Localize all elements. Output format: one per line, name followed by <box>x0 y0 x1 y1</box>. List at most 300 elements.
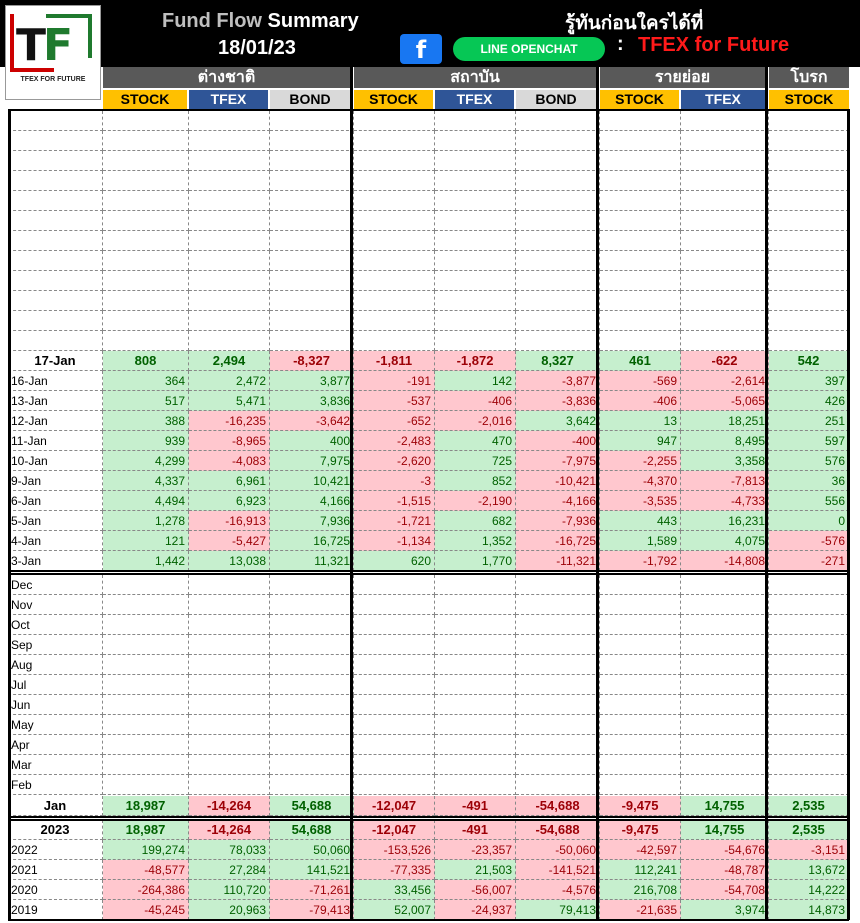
value-cell <box>435 271 516 291</box>
value-cell <box>600 231 681 251</box>
daily-row <box>8 551 848 571</box>
value-cell <box>600 755 681 775</box>
value-cell: -4,370 <box>600 471 681 491</box>
row-label: Mar <box>8 755 103 775</box>
value-cell: -264,386 <box>103 880 189 900</box>
row-label: 17-Jan <box>8 351 103 371</box>
value-cell: 16,231 <box>681 511 769 531</box>
value-cell: 8,327 <box>516 351 600 371</box>
value-cell <box>681 311 769 331</box>
month-row <box>8 675 848 695</box>
column-divider <box>350 67 353 920</box>
value-cell: 426 <box>769 391 849 411</box>
empty-row <box>8 271 848 291</box>
value-cell: 2,494 <box>189 351 270 371</box>
value-cell <box>189 775 270 795</box>
value-cell: -14,264 <box>189 796 270 816</box>
value-cell: 112,241 <box>600 860 681 880</box>
value-cell: -5,065 <box>681 391 769 411</box>
value-cell <box>103 131 189 151</box>
value-cell: -10,421 <box>516 471 600 491</box>
value-cell: 121 <box>103 531 189 551</box>
subheader-retail-stock: STOCK <box>600 90 679 109</box>
value-cell <box>769 675 849 695</box>
value-cell: 27,284 <box>189 860 270 880</box>
value-cell: 682 <box>435 511 516 531</box>
value-cell <box>435 755 516 775</box>
value-cell: 4,494 <box>103 491 189 511</box>
value-cell <box>354 291 435 311</box>
row-label <box>8 151 103 171</box>
value-cell <box>354 595 435 615</box>
value-cell <box>516 291 600 311</box>
value-cell <box>189 191 270 211</box>
value-cell: 3,974 <box>681 900 769 920</box>
value-cell: -54,676 <box>681 840 769 860</box>
empty-row <box>8 311 848 331</box>
value-cell <box>189 735 270 755</box>
value-cell <box>270 655 354 675</box>
value-cell <box>435 171 516 191</box>
daily-row <box>8 431 848 451</box>
value-cell <box>435 655 516 675</box>
subheader-broker-stock: STOCK <box>769 90 849 109</box>
value-cell: 5,471 <box>189 391 270 411</box>
value-cell: -2,016 <box>435 411 516 431</box>
row-label: May <box>8 715 103 735</box>
value-cell <box>103 171 189 191</box>
value-cell: -1,792 <box>600 551 681 571</box>
value-cell <box>270 735 354 755</box>
row-label: Nov <box>8 595 103 615</box>
value-cell <box>516 251 600 271</box>
month-row <box>8 735 848 755</box>
value-cell: -5,427 <box>189 531 270 551</box>
value-cell <box>435 231 516 251</box>
value-cell <box>189 311 270 331</box>
value-cell <box>270 231 354 251</box>
month-row <box>8 755 848 775</box>
value-cell: 18,251 <box>681 411 769 431</box>
month-row <box>8 635 848 655</box>
value-cell <box>516 595 600 615</box>
value-cell <box>103 595 189 615</box>
row-label: Jul <box>8 675 103 695</box>
value-cell: 443 <box>600 511 681 531</box>
subheader-inst-tfex: TFEX <box>435 90 514 109</box>
value-cell <box>769 311 849 331</box>
value-cell <box>600 291 681 311</box>
value-cell <box>681 635 769 655</box>
value-cell <box>681 271 769 291</box>
empty-row <box>8 171 848 191</box>
value-cell: 0 <box>769 511 849 531</box>
value-cell <box>103 635 189 655</box>
value-cell <box>769 211 849 231</box>
month-row <box>8 715 848 735</box>
value-cell: 13,038 <box>189 551 270 571</box>
value-cell: 79,413 <box>516 900 600 920</box>
section-divider <box>8 570 849 572</box>
value-cell <box>681 291 769 311</box>
value-cell <box>681 131 769 151</box>
value-cell: -491 <box>435 796 516 816</box>
value-cell <box>354 775 435 795</box>
value-cell <box>769 291 849 311</box>
column-divider <box>847 109 850 920</box>
value-cell: 14,873 <box>769 900 849 920</box>
value-cell <box>516 151 600 171</box>
daily-row <box>8 511 848 531</box>
value-cell: -652 <box>354 411 435 431</box>
value-cell: -4,733 <box>681 491 769 511</box>
value-cell: -48,577 <box>103 860 189 880</box>
value-cell: 597 <box>769 431 849 451</box>
row-label <box>8 211 103 231</box>
value-cell: -2,614 <box>681 371 769 391</box>
value-cell <box>769 231 849 251</box>
month-row <box>8 655 848 675</box>
value-cell: -1,872 <box>435 351 516 371</box>
tagline: รู้ทันก่อนใครได้ที่ <box>565 13 704 34</box>
month-row <box>8 775 848 795</box>
value-cell: 939 <box>103 431 189 451</box>
value-cell: 947 <box>600 431 681 451</box>
value-cell <box>435 191 516 211</box>
value-cell: -11,321 <box>516 551 600 571</box>
value-cell: -191 <box>354 371 435 391</box>
row-label: 9-Jan <box>8 471 103 491</box>
value-cell <box>189 331 270 351</box>
value-cell: 2,535 <box>769 820 849 840</box>
section-divider <box>8 819 849 821</box>
row-label: Oct <box>8 615 103 635</box>
value-cell <box>435 635 516 655</box>
value-cell: -54,688 <box>516 820 600 840</box>
value-cell <box>435 595 516 615</box>
value-cell <box>516 575 600 595</box>
row-label: 11-Jan <box>8 431 103 451</box>
value-cell <box>189 211 270 231</box>
value-cell <box>769 635 849 655</box>
row-label <box>8 311 103 331</box>
value-cell <box>681 575 769 595</box>
subheader-inst-stock: STOCK <box>354 90 433 109</box>
value-cell: -12,047 <box>354 820 435 840</box>
value-cell <box>600 111 681 131</box>
value-cell: -7,975 <box>516 451 600 471</box>
value-cell <box>516 131 600 151</box>
value-cell: -3,642 <box>270 411 354 431</box>
value-cell: -141,521 <box>516 860 600 880</box>
value-cell: 4,166 <box>270 491 354 511</box>
value-cell: 20,963 <box>189 900 270 920</box>
value-cell <box>354 755 435 775</box>
value-cell <box>354 695 435 715</box>
value-cell: 620 <box>354 551 435 571</box>
value-cell <box>435 131 516 151</box>
daily-row <box>8 451 848 471</box>
value-cell: -491 <box>435 820 516 840</box>
value-cell <box>516 755 600 775</box>
value-cell: 6,961 <box>189 471 270 491</box>
value-cell: 2,472 <box>189 371 270 391</box>
value-cell: -14,808 <box>681 551 769 571</box>
column-divider <box>596 67 599 920</box>
value-cell: 13 <box>600 411 681 431</box>
value-cell <box>769 775 849 795</box>
value-cell <box>270 675 354 695</box>
value-cell: 199,274 <box>103 840 189 860</box>
value-cell <box>600 675 681 695</box>
value-cell <box>270 271 354 291</box>
value-cell <box>516 171 600 191</box>
value-cell <box>189 635 270 655</box>
value-cell <box>270 251 354 271</box>
value-cell <box>769 615 849 635</box>
value-cell <box>354 231 435 251</box>
value-cell <box>600 735 681 755</box>
value-cell <box>103 775 189 795</box>
value-cell <box>516 675 600 695</box>
value-cell <box>516 655 600 675</box>
value-cell: 33,456 <box>354 880 435 900</box>
column-divider <box>8 109 11 920</box>
value-cell: 54,688 <box>270 820 354 840</box>
value-cell <box>435 211 516 231</box>
value-cell: -54,708 <box>681 880 769 900</box>
value-cell <box>600 655 681 675</box>
value-cell <box>681 615 769 635</box>
value-cell <box>189 655 270 675</box>
value-cell <box>516 775 600 795</box>
daily-row <box>8 391 848 411</box>
value-cell <box>354 131 435 151</box>
row-label: 4-Jan <box>8 531 103 551</box>
value-cell: 3,358 <box>681 451 769 471</box>
value-cell <box>354 151 435 171</box>
value-cell <box>681 251 769 271</box>
value-cell <box>189 151 270 171</box>
line-openchat-badge[interactable]: LINE OPENCHAT <box>453 37 605 61</box>
value-cell <box>354 311 435 331</box>
value-cell: 852 <box>435 471 516 491</box>
value-cell <box>270 615 354 635</box>
value-cell <box>769 151 849 171</box>
value-cell <box>270 291 354 311</box>
value-cell: 6,923 <box>189 491 270 511</box>
value-cell: -2,255 <box>600 451 681 471</box>
value-cell: -1,811 <box>354 351 435 371</box>
value-cell: 13,672 <box>769 860 849 880</box>
value-cell <box>681 775 769 795</box>
value-cell: 16,725 <box>270 531 354 551</box>
value-cell <box>769 755 849 775</box>
value-cell <box>103 191 189 211</box>
month-row <box>8 575 848 595</box>
value-cell <box>189 291 270 311</box>
value-cell <box>516 735 600 755</box>
value-cell <box>681 595 769 615</box>
value-cell <box>103 151 189 171</box>
year-row <box>8 860 848 880</box>
value-cell <box>189 131 270 151</box>
value-cell <box>600 191 681 211</box>
logo-letters: TF <box>16 20 71 71</box>
value-cell <box>103 251 189 271</box>
value-cell <box>270 775 354 795</box>
value-cell <box>681 191 769 211</box>
value-cell: 808 <box>103 351 189 371</box>
empty-row <box>8 331 848 351</box>
value-cell <box>516 715 600 735</box>
value-cell: -7,813 <box>681 471 769 491</box>
value-cell <box>354 715 435 735</box>
value-cell <box>516 311 600 331</box>
value-cell <box>600 615 681 635</box>
value-cell <box>600 595 681 615</box>
value-cell: 542 <box>769 351 849 371</box>
value-cell: 4,337 <box>103 471 189 491</box>
value-cell <box>354 655 435 675</box>
value-cell: 4,075 <box>681 531 769 551</box>
value-cell: -569 <box>600 371 681 391</box>
value-cell <box>270 151 354 171</box>
subheader-foreign-tfex: TFEX <box>189 90 268 109</box>
value-cell <box>435 615 516 635</box>
value-cell: 388 <box>103 411 189 431</box>
value-cell: 1,278 <box>103 511 189 531</box>
value-cell: -1,515 <box>354 491 435 511</box>
row-label: 3-Jan <box>8 551 103 571</box>
group-retail: รายย่อย <box>600 67 765 88</box>
value-cell: 50,060 <box>270 840 354 860</box>
value-cell <box>600 715 681 735</box>
value-cell: -21,635 <box>600 900 681 920</box>
value-cell: -12,047 <box>354 796 435 816</box>
value-cell: 1,352 <box>435 531 516 551</box>
value-cell: 36 <box>769 471 849 491</box>
value-cell: 11,321 <box>270 551 354 571</box>
value-cell <box>516 191 600 211</box>
daily-total-row <box>8 351 848 371</box>
row-label: Dec <box>8 575 103 595</box>
value-cell: 364 <box>103 371 189 391</box>
value-cell <box>270 715 354 735</box>
value-cell: -8,965 <box>189 431 270 451</box>
value-cell: 251 <box>769 411 849 431</box>
facebook-icon[interactable]: f <box>400 34 442 64</box>
value-cell: 54,688 <box>270 796 354 816</box>
month-total-row <box>8 796 848 816</box>
value-cell <box>103 231 189 251</box>
value-cell <box>681 755 769 775</box>
value-cell: -3,151 <box>769 840 849 860</box>
value-cell: -16,913 <box>189 511 270 531</box>
year-row <box>8 900 848 920</box>
value-cell <box>435 331 516 351</box>
section-divider <box>8 919 849 921</box>
value-cell <box>270 755 354 775</box>
row-label: 2022 <box>8 840 103 860</box>
value-cell: -1,134 <box>354 531 435 551</box>
value-cell <box>769 715 849 735</box>
value-cell <box>354 635 435 655</box>
value-cell: 461 <box>600 351 681 371</box>
value-cell <box>769 171 849 191</box>
value-cell: 576 <box>769 451 849 471</box>
value-cell <box>270 171 354 191</box>
value-cell <box>435 575 516 595</box>
value-cell: -4,166 <box>516 491 600 511</box>
value-cell: 216,708 <box>600 880 681 900</box>
value-cell: 1,442 <box>103 551 189 571</box>
value-cell: -622 <box>681 351 769 371</box>
value-cell <box>189 251 270 271</box>
value-cell <box>600 271 681 291</box>
row-label <box>8 191 103 211</box>
value-cell: 725 <box>435 451 516 471</box>
value-cell <box>189 715 270 735</box>
value-cell: -9,475 <box>600 796 681 816</box>
value-cell <box>103 211 189 231</box>
value-cell <box>103 615 189 635</box>
subheader-foreign-stock: STOCK <box>103 90 187 109</box>
row-label: 2020 <box>8 880 103 900</box>
empty-row <box>8 151 848 171</box>
value-cell: -42,597 <box>600 840 681 860</box>
value-cell: -2,190 <box>435 491 516 511</box>
month-row <box>8 615 848 635</box>
value-cell <box>103 111 189 131</box>
value-cell <box>103 675 189 695</box>
empty-row <box>8 231 848 251</box>
value-cell <box>435 695 516 715</box>
value-cell <box>189 755 270 775</box>
value-cell <box>354 191 435 211</box>
row-label: 10-Jan <box>8 451 103 471</box>
value-cell <box>435 311 516 331</box>
row-label <box>8 111 103 131</box>
value-cell <box>681 231 769 251</box>
column-divider <box>765 67 768 920</box>
value-cell: -3,877 <box>516 371 600 391</box>
subheader-retail-tfex: TFEX <box>681 90 765 109</box>
value-cell <box>189 231 270 251</box>
value-cell: -50,060 <box>516 840 600 860</box>
value-cell: 14,755 <box>681 820 769 840</box>
value-cell: -45,245 <box>103 900 189 920</box>
value-cell <box>769 595 849 615</box>
value-cell <box>354 735 435 755</box>
value-cell <box>354 111 435 131</box>
value-cell <box>681 151 769 171</box>
value-cell: -400 <box>516 431 600 451</box>
row-label: Jan <box>8 796 103 816</box>
row-label: Jun <box>8 695 103 715</box>
channel-name: TFEX for Future <box>638 34 790 56</box>
value-cell: 142 <box>435 371 516 391</box>
value-cell: -271 <box>769 551 849 571</box>
value-cell: -54,688 <box>516 796 600 816</box>
value-cell <box>600 131 681 151</box>
value-cell: 78,033 <box>189 840 270 860</box>
value-cell <box>270 695 354 715</box>
value-cell <box>769 271 849 291</box>
value-cell: -4,576 <box>516 880 600 900</box>
value-cell <box>516 615 600 635</box>
value-cell: 470 <box>435 431 516 451</box>
